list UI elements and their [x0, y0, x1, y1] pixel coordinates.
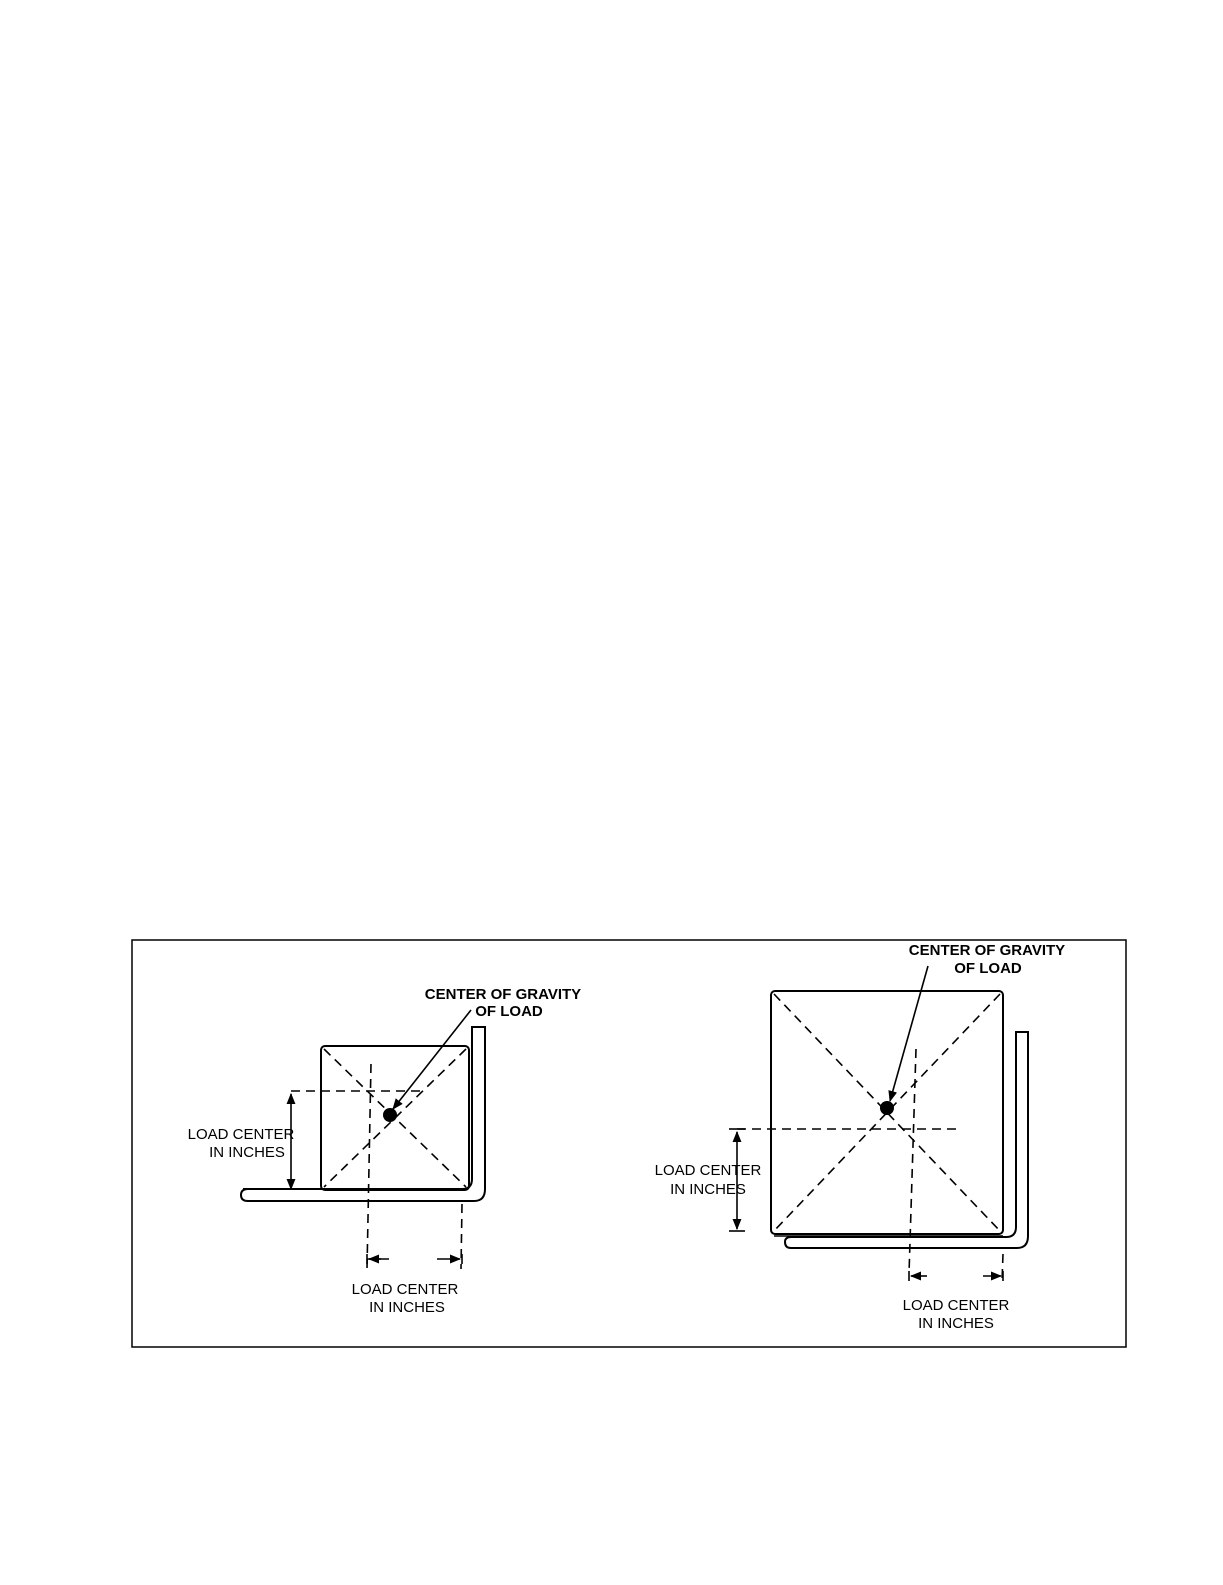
figure-svg — [131, 939, 1127, 1348]
right-vertical-label-line1: LOAD CENTER — [654, 1162, 762, 1179]
figure-content — [188, 942, 1066, 1332]
right-cog-leader — [890, 966, 928, 1101]
right-diagram — [655, 942, 1066, 1332]
right-horizontal-label-line2: IN INCHES — [918, 1315, 994, 1332]
left-cog-dot — [383, 1108, 397, 1122]
left-cog-label-line2: OF LOAD — [475, 1003, 543, 1020]
left-horizontal-label-line1: LOAD CENTER — [351, 1281, 459, 1298]
left-vertical-label-line2: IN INCHES — [209, 1144, 285, 1161]
right-cog-label-line2: OF LOAD — [954, 960, 1022, 977]
right-vertical-label-line2: IN INCHES — [670, 1181, 746, 1198]
left-cog-leader — [393, 1010, 471, 1109]
left-horizontal-label-line2: IN INCHES — [369, 1299, 445, 1316]
right-horizontal-label-line1: LOAD CENTER — [902, 1297, 1010, 1314]
right-cog-label-line1: CENTER OF GRAVITY — [908, 942, 1066, 959]
right-cog-dot — [880, 1101, 894, 1115]
right-cog-vertical — [909, 1049, 916, 1274]
left-diagram — [188, 986, 582, 1316]
left-cog-label-line1: CENTER OF GRAVITY — [424, 986, 582, 1003]
left-vertical-label-line1: LOAD CENTER — [187, 1126, 295, 1143]
left-fork — [241, 1027, 485, 1201]
load-center-figure — [131, 939, 1127, 1348]
left-cog-vertical — [367, 1064, 371, 1269]
right-fork — [785, 1032, 1028, 1248]
